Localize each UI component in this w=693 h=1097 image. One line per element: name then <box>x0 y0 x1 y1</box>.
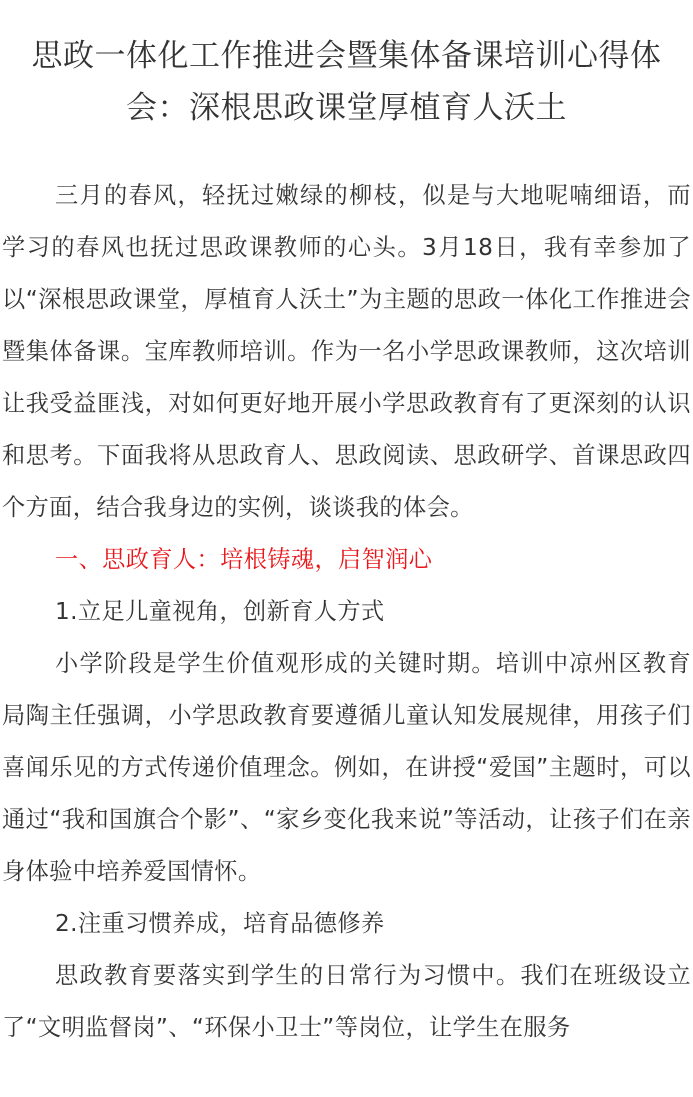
subheading-1: 1.立足儿童视角，创新育人方式 <box>55 598 385 625</box>
paragraph-2: 思政教育要落实到学生的日常行为习惯中。我们在班级设立了“文明监督岗”、“环保小卫士”等岗位，让学生在服务 <box>2 962 691 1041</box>
article-body <box>2 170 691 1054</box>
paragraph-intro: 三月的春风，轻抚过嫩绿的柳枝，似是与大地呢喃细语，而学习的春风也抚过思政课教师的心头。3月18日，我有幸参加了以“深根思政课堂，厚植育人沃土”为主题的思政一体化工作推进会暨集体备课。宝库教师培训。作为一名小学思政课教师，这次培训让我受益匪浅，对如何更好地开展小学思政教育有了更深刻的认识和思考。下面我将从思政育人、思政阅读、思政研学、首课思政四个方面，结合我身边的实例，谈谈我的体会。 <box>2 182 691 521</box>
paragraph-1: 小学阶段是学生价值观形成的关键时期。培训中凉州区教育局陶主任强调，小学思政教育要遵循儿童认知发展规律，用孩子们喜闻乐见的方式传递价值理念。例如，在讲授“爱国”主题时，可以通过“我和国旗合个影”、“家乡变化我来说”等活动，让孩子们在亲身体验中培养爱国情怀。 <box>2 650 691 885</box>
article-title: 思政一体化工作推进会暨集体备课培训心得体会：深根思政课堂厚植育人沃土 <box>31 38 662 126</box>
subheading-2: 2.注重习惯养成，培育品德修养 <box>55 910 385 937</box>
section-heading-1: 一、思政育人：培根铸魂，启智润心 <box>55 546 433 573</box>
